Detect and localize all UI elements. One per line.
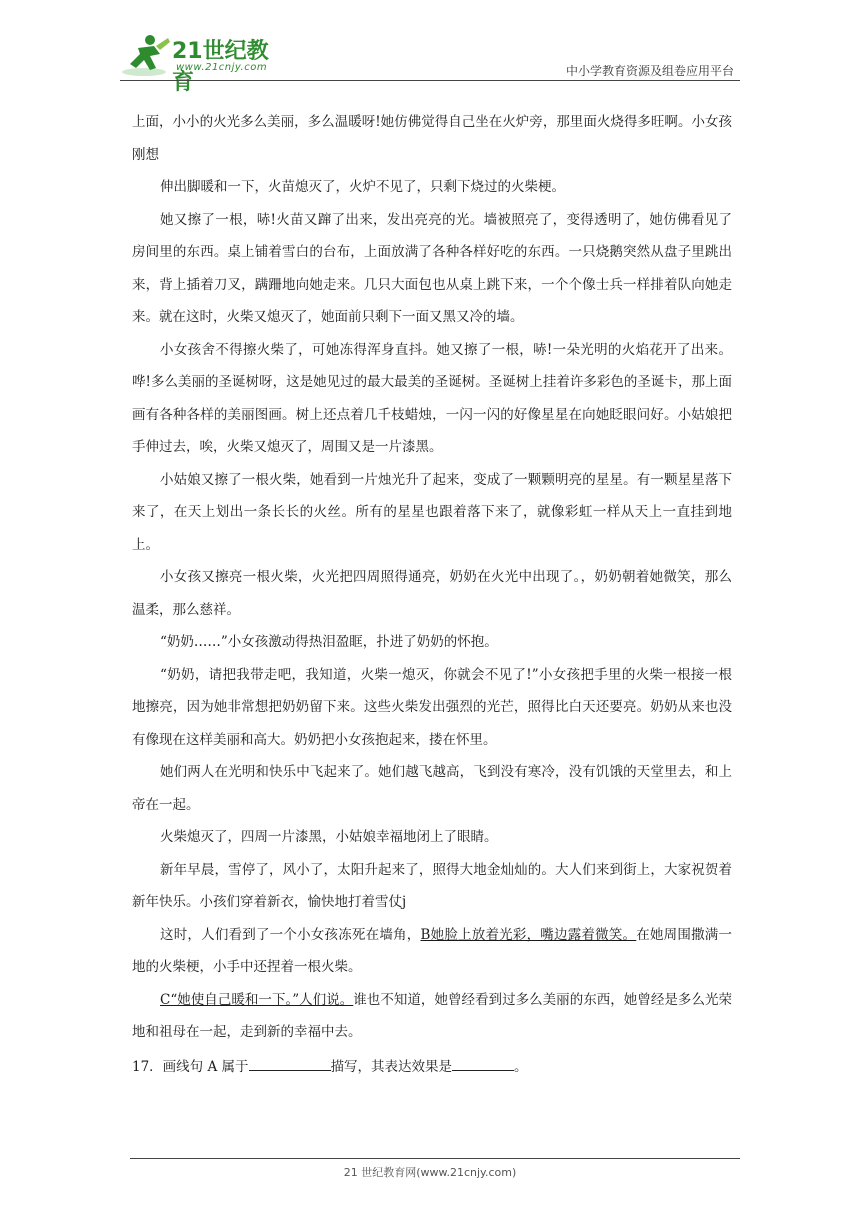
paragraph: 新年早晨，雪停了，风小了，太阳升起来了，照得大地金灿灿的。大人们来到街上，大家祝贺着新年快乐。小孩们穿着新衣，愉快地打着雪仗j — [132, 861, 732, 910]
platform-name: 中小学教育资源及组卷应用平台 — [565, 64, 734, 78]
logo-text: 21世纪教育 — [172, 39, 269, 95]
paragraph: 小女孩又擦亮一根火柴，火光把四周照得通亮，奶奶在火光中出现了。，奶奶朝着她微笑，那么温柔，那么慈祥。 — [132, 569, 732, 618]
question-text-3: 。 — [514, 1058, 528, 1075]
question-text-2: 描写，其表达效果是 — [330, 1058, 453, 1075]
answer-blank-1[interactable] — [249, 1056, 331, 1071]
footer-divider — [130, 1158, 740, 1159]
reading-passage — [132, 106, 732, 1083]
site-logo — [120, 32, 290, 95]
paragraph: 她们两人在光明和快乐中飞起来了。她们越飞越高，飞到没有寒冷，没有饥饿的天堂里去，和上帝在一起。 — [132, 764, 732, 813]
page-footer: 21 世纪教育网(www.21cnjy.com) — [343, 1166, 517, 1179]
paragraph-b-after: 在她周围撒满一地的火柴梗，小手中还捏着一根火柴。 — [132, 926, 733, 975]
question-text-1: 17．画线句 A 属于 — [132, 1058, 249, 1075]
underlined-sentence-c: C“她使自己暖和一下。”人们说。 — [160, 991, 354, 1008]
paragraph: 火柴熄灭了，四周一片漆黑，小姑娘幸福地闭上了眼睛。 — [160, 829, 498, 845]
paragraph: 小姑娘又擦了一根火柴，她看到一片烛光升了起来，变成了一颗颗明亮的星星。有一颗星星落下来了，在天上划出一条长长的火丝。所有的星星也跟着落下来了，就像彩虹一样从天上一直挂到地上。 — [132, 471, 732, 553]
logo-url: www.21cnjy.com — [176, 62, 268, 73]
paragraph-b-before: 这时，人们看到了一个小女孩冻死在墙角， — [160, 926, 421, 943]
paragraph-c-after: 谁也不知道，她曾经看到过多么美丽的东西，她曾经是多么光荣地和祖母在一起，走到新的幸福中去。 — [132, 991, 732, 1040]
header-divider — [120, 80, 740, 81]
answer-blank-2[interactable] — [452, 1056, 514, 1071]
paragraph: 小女孩舍不得擦火柴了，可她冻得浑身直抖。她又擦了一根，哧!一朵光明的火焰花开了出来。哗!多么美丽的圣诞树呀，这是她见过的最大最美的圣诞树。圣诞树上挂着许多彩色的圣诞卡，那上面画有各种各样的美丽图画。树上还点着几千枝蜡烛，一闪一闪的好像星星在向她眨眼问好。小姑娘把手伸过去，唉，火柴又熄灭了，周围又是一片漆黑。 — [132, 341, 732, 455]
paragraph: 伸出脚暖和一下，火苗熄灭了，火炉不见了，只剩下烧过的火柴梗。 — [160, 179, 565, 195]
question-17 — [132, 1051, 732, 1083]
runner-logo-icon — [120, 32, 174, 78]
paragraph: “奶奶，请把我带走吧，我知道，火柴一熄灭，你就会不见了!”小女孩把手里的火柴一根接一根地擦亮，因为她非常想把奶奶留下来。这些火柴发出强烈的光芒，照得比白天还要亮。奶奶从来也没有像现在这样美丽和高大。奶奶把小女孩抱起来，搂在怀里。 — [132, 666, 732, 748]
page-header — [120, 28, 740, 95]
underlined-sentence-b: B她脸上放着光彩，嘴边露着微笑。 — [420, 926, 637, 943]
paragraph: 上面，小小的火光多么美丽，多么温暖呀!她仿佛觉得自己坐在火炉旁，那里面火烧得多旺啊。小女孩刚想 — [132, 114, 732, 163]
paragraph: “奶奶……”小女孩激动得热泪盈眶，扑进了奶奶的怀抱。 — [160, 634, 498, 650]
paragraph-c — [132, 984, 732, 1049]
paragraph: 她又擦了一根，哧!火苗又蹿了出来，发出亮亮的光。墙被照亮了，变得透明了，她仿佛看见了房间里的东西。桌上铺着雪白的台布，上面放满了各种各样好吃的东西。一只烧鹅突然从盘子里跳出来，背上插着刀叉，蹒跚地向她走来。几只大面包也从桌上跳下来，一个个像士兵一样排着队向她走来。就在这时，火柴又熄灭了，她面前只剩下一面又黑又冷的墙。 — [132, 211, 732, 325]
paragraph-b — [132, 919, 732, 984]
